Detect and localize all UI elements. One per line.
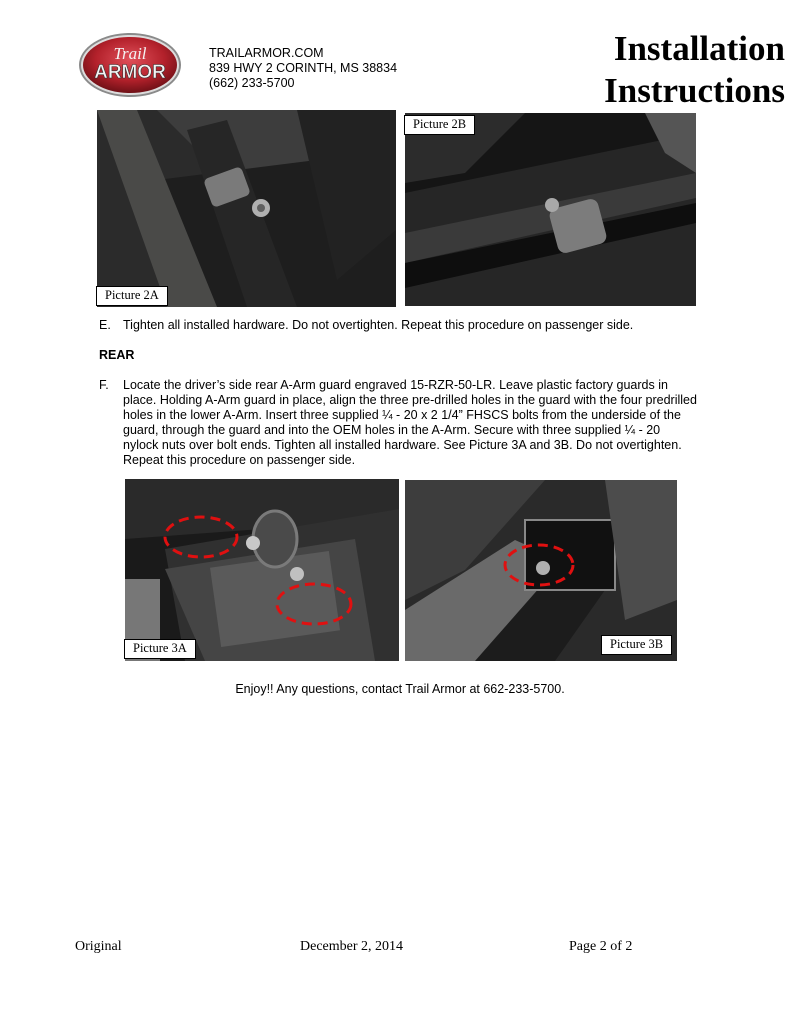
logo-text-bottom: ARMOR bbox=[94, 62, 166, 83]
step-f-line: place. Holding A-Arm guard in place, align the three pre-drilled holes in the guard with the four predrilled bbox=[123, 393, 697, 407]
footer-page-number: Page 2 of 2 bbox=[569, 939, 633, 954]
picture-2b-caption: Picture 2B bbox=[404, 115, 475, 135]
company-info bbox=[209, 46, 397, 91]
document-title bbox=[604, 28, 785, 112]
step-f-line: Repeat this procedure on passenger side. bbox=[123, 453, 356, 467]
picture-3b-photo bbox=[405, 480, 677, 661]
company-address: 839 HWY 2 CORINTH, MS 38834 bbox=[209, 61, 398, 75]
closing-note: Enjoy!! Any questions, contact Trail Armor at 662-233-5700. bbox=[235, 682, 565, 696]
title-line-2: Instructions bbox=[604, 71, 785, 110]
picture-3a-caption: Picture 3A bbox=[124, 639, 196, 659]
step-e-letter: E. bbox=[99, 318, 111, 332]
company-phone: (662) 233-5700 bbox=[209, 76, 295, 90]
trail-armor-logo bbox=[78, 32, 182, 98]
step-f-line: nylock nuts over bolt ends. Tighten all installed hardware. See Picture 3A and 3B. Do not overtighten. bbox=[123, 438, 682, 452]
picture-3a-photo bbox=[125, 479, 399, 661]
step-f-line: guard, through the guard and into the OEM holes in the A-Arm. Secure with three supplied ¼ - 20 bbox=[123, 423, 661, 437]
company-url: TRAILARMOR.COM bbox=[209, 46, 324, 60]
logo-text-top: Trail bbox=[113, 44, 147, 63]
picture-2a-photo bbox=[97, 110, 396, 307]
step-f-line: Locate the driver’s side rear A-Arm guard engraved 15-RZR-50-LR. Leave plastic factory guards in bbox=[123, 378, 668, 392]
step-f-text bbox=[123, 378, 733, 468]
footer-left: Original bbox=[75, 939, 122, 954]
step-e-text: Tighten all installed hardware. Do not overtighten. Repeat this procedure on passenger side. bbox=[123, 318, 634, 332]
picture-2b-photo bbox=[405, 113, 696, 306]
rear-heading: REAR bbox=[99, 348, 135, 362]
picture-2a-caption: Picture 2A bbox=[96, 286, 168, 306]
title-line-1: Installation bbox=[613, 29, 785, 68]
footer-date: December 2, 2014 bbox=[300, 939, 404, 954]
step-f-letter: F. bbox=[99, 378, 109, 392]
step-f-line: holes in the lower A-Arm. Insert three supplied ¼ - 20 x 2 1/4” FHSCS bolts from the underside of the bbox=[123, 408, 681, 422]
picture-3b-caption: Picture 3B bbox=[601, 635, 672, 655]
